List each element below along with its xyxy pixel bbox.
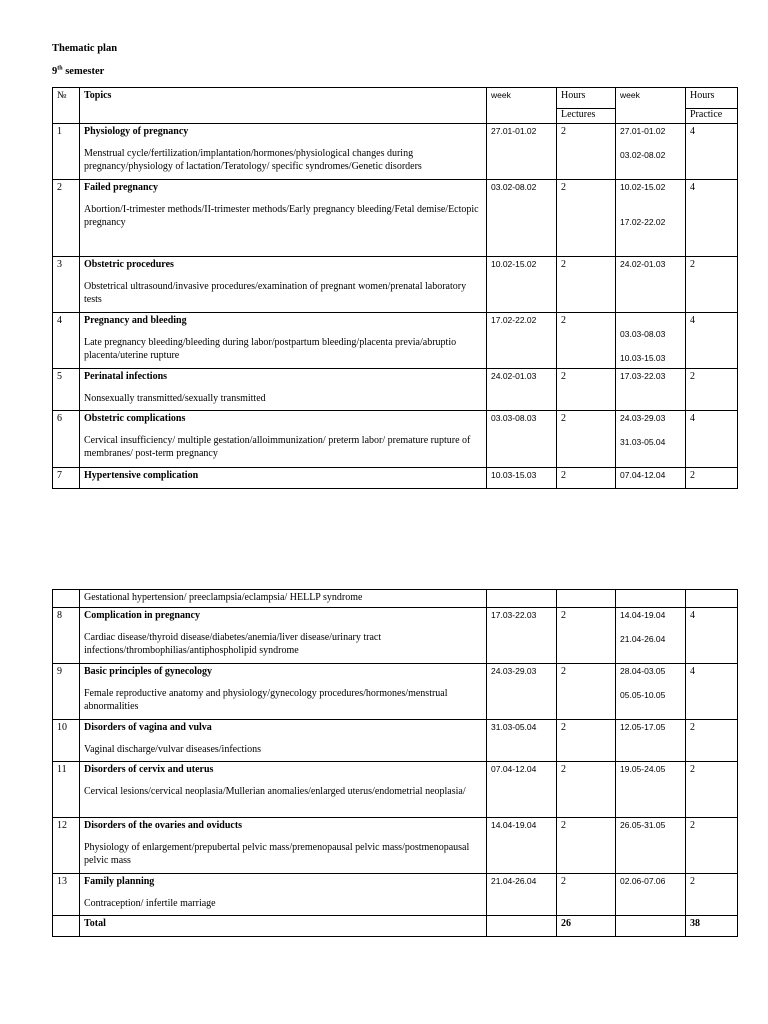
row-description: Gestational hypertension/ preeclampsia/eclampsia/ HELLP syndrome: [80, 590, 487, 608]
header-hours: Hours: [557, 88, 616, 109]
row-practice-hours: 2: [686, 720, 738, 762]
row-lecture-week: 21.04-26.04: [487, 874, 557, 916]
row-lecture-hours: 2: [557, 369, 616, 411]
row-practice-hours: 4: [686, 411, 738, 468]
row-num-empty: [53, 590, 80, 608]
table-row: [53, 720, 738, 762]
row-topic: Failed pregnancy: [84, 182, 158, 193]
row-lecture-hours: 2: [557, 180, 616, 257]
row-practice-weeks: [616, 411, 686, 468]
header-week-2: week: [616, 88, 686, 124]
row-topic: Family planning: [84, 876, 155, 887]
row-topic-cell: [80, 762, 487, 818]
row-topic: Complication in pregnancy: [84, 610, 200, 621]
row-practice-week-1: 17.03-22.03: [616, 369, 686, 411]
table-row: [53, 369, 738, 411]
row-lecture-hours: 2: [557, 124, 616, 180]
row-practice-week-1: 24.02-01.03: [616, 257, 686, 313]
row-num: 6: [53, 411, 80, 468]
header-practice: Practice: [686, 109, 738, 124]
row-topic-cell: [80, 180, 487, 257]
row-lecture-week: 03.02-08.02: [487, 180, 557, 257]
row-description: Female reproductive anatomy and physiology/gynecology procedures/hormones/menstrual abnormalities: [84, 687, 448, 712]
table-row: [53, 411, 738, 468]
row-topic-cell: [80, 818, 487, 874]
row-practice-week-1: 07.04-12.04: [616, 468, 686, 489]
row-practice-hours: 4: [686, 180, 738, 257]
empty-cell: [616, 590, 686, 608]
row-practice-week-1: 27.01-01.02: [620, 126, 666, 136]
table-row: [53, 468, 738, 489]
total-practice-hours: 38: [686, 916, 738, 937]
header-week: week: [487, 88, 557, 124]
row-lecture-hours: 2: [557, 608, 616, 664]
total-lecture-hours: 26: [557, 916, 616, 937]
empty-cell: [53, 916, 80, 937]
row-lecture-week: 27.01-01.02: [487, 124, 557, 180]
row-practice-week-2: 31.03-05.04: [620, 436, 666, 447]
row-practice-week-2: 05.05-10.05: [620, 689, 666, 700]
row-description: Nonsexually transmitted/sexually transmitted: [84, 392, 266, 404]
row-topic-cell: [80, 608, 487, 664]
header-lectures: Lectures: [557, 109, 616, 124]
row-num: 1: [53, 124, 80, 180]
row-topic-cell: [80, 874, 487, 916]
row-lecture-week: 07.04-12.04: [487, 762, 557, 818]
row-topic-cell: [80, 369, 487, 411]
row-practice-week-2: 10.03-15.03: [620, 352, 666, 363]
semester-label: semester: [62, 66, 105, 77]
semester-heading: [52, 66, 104, 77]
row-topic-cell: [80, 124, 487, 180]
row-practice-week-1: 14.04-19.04: [620, 610, 666, 620]
row-topic: Disorders of the ovaries and oviducts: [84, 820, 243, 831]
row-practice-hours: 2: [686, 874, 738, 916]
row-description: Cervical lesions/cervical neoplasia/Mullerian anomalies/enlarged uterus/endometrial neoplasia/: [84, 785, 466, 797]
row-topic: Perinatal infections: [84, 371, 168, 382]
row-description: Cervical insufficiency/ multiple gestation/alloimmunization/ preterm labor/ premature rupture of membranes/ post-term pregnancy: [84, 434, 471, 459]
row-description: Vaginal discharge/vulvar diseases/infections: [84, 743, 261, 755]
row-practice-week-2: 21.04-26.04: [620, 633, 666, 644]
row-description: Obstetrical ultrasound/invasive procedures/examination of pregnant women/prenatal laboratory tests: [84, 280, 467, 305]
row-lecture-hours: 2: [557, 313, 616, 369]
row-practice-hours: 2: [686, 468, 738, 489]
row-description: Menstrual cycle/fertilization/implantation/hormones/physiological changes during pregnancy/physiology of lactation/Teratology/ specific syndromes/Genetic disorders: [84, 147, 422, 172]
total-label: Total: [80, 916, 487, 937]
row-topic: Disorders of cervix and uterus: [84, 764, 214, 775]
row-practice-hours: 4: [686, 664, 738, 720]
row-practice-hours: 2: [686, 257, 738, 313]
row-num: 2: [53, 180, 80, 257]
table-row: [53, 257, 738, 313]
row-topic: Disorders of vagina and vulva: [84, 722, 212, 733]
row-topic-cell: [80, 411, 487, 468]
row-description: Contraception/ infertile marriage: [84, 897, 216, 909]
row-topic-cell: [80, 313, 487, 369]
thematic-plan-table-part-2: [52, 589, 738, 937]
row-practice-week-1: 24.03-29.03: [620, 413, 666, 423]
table-row: [53, 818, 738, 874]
semester-suffix: th: [57, 65, 63, 72]
row-num: 7: [53, 468, 80, 489]
row-num: 4: [53, 313, 80, 369]
row-topic-cell: [80, 720, 487, 762]
row-lecture-week: 24.03-29.03: [487, 664, 557, 720]
total-row: [53, 916, 738, 937]
table-row: [53, 608, 738, 664]
row-num: 12: [53, 818, 80, 874]
row-description: Physiology of enlargement/prepubertal pelvic mass/premenopausal pelvic mass/postmenopausal pelvic mass: [84, 841, 470, 866]
table-row: [53, 124, 738, 180]
empty-cell: [487, 916, 557, 937]
row-topic: Obstetric complications: [84, 413, 186, 424]
empty-cell: [557, 590, 616, 608]
row-description: Late pregnancy bleeding/bleeding during labor/postpartum bleeding/placenta previa/abruptio placenta/uterine rupture: [84, 336, 457, 361]
header-row: [53, 88, 738, 109]
row-practice-week-1: 28.04-03.05: [620, 666, 666, 676]
row-lecture-hours: 2: [557, 468, 616, 489]
header-num: №: [53, 88, 80, 124]
row-description: Cardiac disease/thyroid disease/diabetes/anemia/liver disease/urinary tract infections/thrombophilias/antiphospholipid syndrome: [84, 631, 382, 656]
row-lecture-hours: 2: [557, 257, 616, 313]
row-lecture-week: 03.03-08.03: [487, 411, 557, 468]
semester-number: 9: [52, 66, 58, 77]
empty-cell: [616, 916, 686, 937]
row-practice-hours: 4: [686, 124, 738, 180]
row-practice-week-2: 03.02-08.02: [620, 149, 666, 160]
row-topic-cell: [80, 257, 487, 313]
row-lecture-week: 10.02-15.02: [487, 257, 557, 313]
row-num: 10: [53, 720, 80, 762]
document-title: Thematic plan: [52, 43, 118, 54]
row-lecture-week: 24.02-01.03: [487, 369, 557, 411]
row-practice-week-1: 19.05-24.05: [616, 762, 686, 818]
table-row: [53, 762, 738, 818]
table-row: [53, 874, 738, 916]
row-practice-hours: 2: [686, 369, 738, 411]
row-lecture-week: 17.03-22.03: [487, 608, 557, 664]
row-practice-week-1: 12.05-17.05: [616, 720, 686, 762]
row-lecture-hours: 2: [557, 411, 616, 468]
row-num: 11: [53, 762, 80, 818]
header-topics: Topics: [80, 88, 487, 124]
row-lecture-week: 10.03-15.03: [487, 468, 557, 489]
row-practice-weeks: [616, 180, 686, 257]
row-practice-hours: 2: [686, 762, 738, 818]
row-topic: Pregnancy and bleeding: [84, 315, 187, 326]
row-num: 9: [53, 664, 80, 720]
row-practice-weeks: [616, 664, 686, 720]
row-lecture-week: 14.04-19.04: [487, 818, 557, 874]
table-row: [53, 664, 738, 720]
row-practice-weeks: [616, 124, 686, 180]
row-lecture-week: 17.02-22.02: [487, 313, 557, 369]
row-topic: Physiology of pregnancy: [84, 126, 189, 137]
row-lecture-hours: 2: [557, 664, 616, 720]
header-hours-2: Hours: [686, 88, 738, 109]
row-topic-cell: [80, 664, 487, 720]
row-topic: Basic principles of gynecology: [84, 666, 213, 677]
row-num: 5: [53, 369, 80, 411]
empty-cell: [686, 590, 738, 608]
row-practice-hours: 4: [686, 313, 738, 369]
row-lecture-hours: 2: [557, 818, 616, 874]
row-practice-weeks: [616, 313, 686, 369]
row-lecture-week: 31.03-05.04: [487, 720, 557, 762]
row-lecture-hours: 2: [557, 874, 616, 916]
thematic-plan-table-part-1: [52, 87, 738, 489]
row-num: 3: [53, 257, 80, 313]
row-topic: Obstetric procedures: [84, 259, 174, 270]
row-practice-week-2: 17.02-22.02: [620, 216, 666, 227]
row-practice-week-1: 02.06-07.06: [616, 874, 686, 916]
table-row: [53, 180, 738, 257]
row-practice-hours: 4: [686, 608, 738, 664]
row-lecture-hours: 2: [557, 762, 616, 818]
row-practice-week-1: 10.02-15.02: [620, 182, 666, 192]
row-topic: Hypertensive complication: [80, 468, 487, 489]
row-num: 13: [53, 874, 80, 916]
table-row: [53, 313, 738, 369]
row-practice-week-1: 26.05-31.05: [616, 818, 686, 874]
table-row-continued: [53, 590, 738, 608]
row-description: Abortion/I-trimester methods/II-trimester methods/Early pregnancy bleeding/Fetal demise/Ectopic pregnancy: [84, 203, 479, 228]
row-num: 8: [53, 608, 80, 664]
row-practice-hours: 2: [686, 818, 738, 874]
empty-cell: [487, 590, 557, 608]
row-lecture-hours: 2: [557, 720, 616, 762]
row-practice-week-1: 03.03-08.03: [620, 329, 666, 339]
row-practice-weeks: [616, 608, 686, 664]
